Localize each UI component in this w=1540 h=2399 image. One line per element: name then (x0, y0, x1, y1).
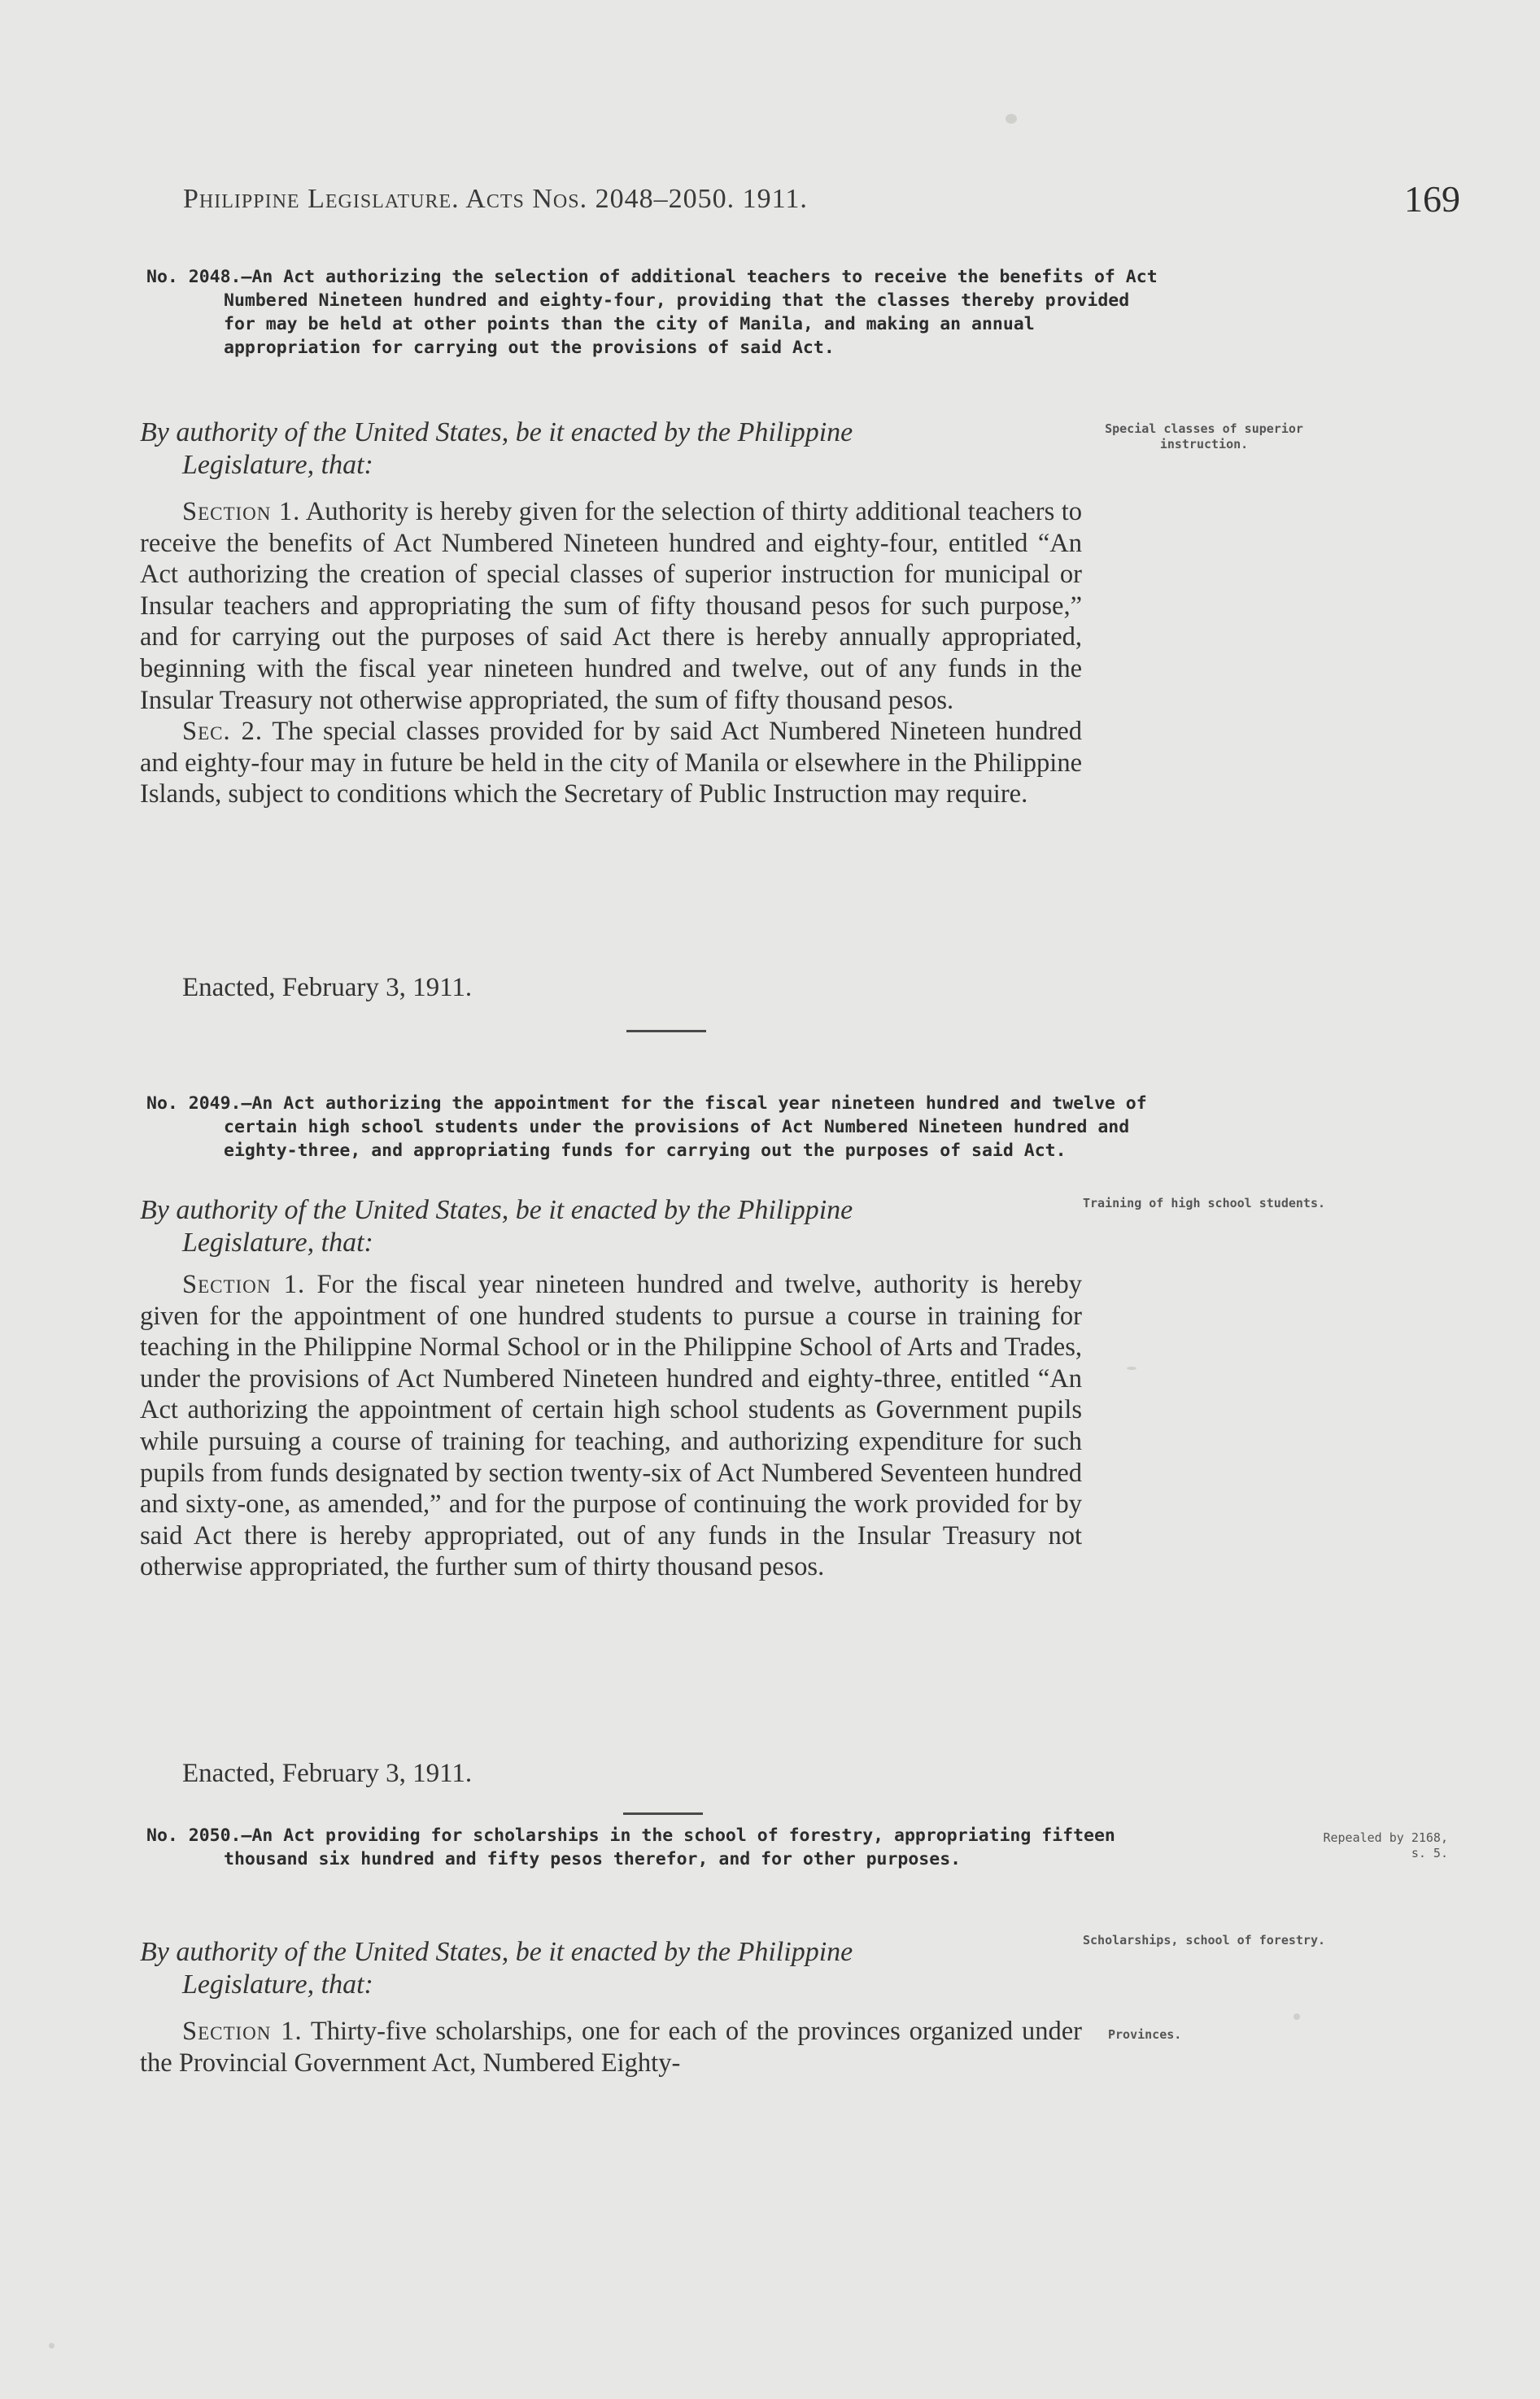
enacting-line: By authority of the United States, be it enacted by the Philippine (140, 1937, 853, 1967)
section-text: Thirty-five scholarships, one for each of the provinces organized under the Provincial Government Act, Numbered Eighty- (140, 2017, 1082, 2078)
page-header (183, 177, 1460, 226)
section-1 (140, 1269, 1082, 1583)
margin-note-provinces: Provinces. (1108, 2027, 1182, 2042)
margin-note-repealed: Repealed by 2168, s. 5. (1323, 1830, 1448, 1860)
scan-smudge (49, 2343, 55, 2349)
section-2 (140, 716, 1082, 810)
page-number: 169 (1404, 178, 1460, 220)
scan-smudge (1006, 114, 1017, 124)
act-number: No. 2049. (146, 1093, 242, 1114)
section-divider (626, 1030, 706, 1032)
section-divider (623, 1812, 703, 1815)
enacting-line-cont: Legislature, that: (182, 1228, 373, 1258)
margin-note-special-classes: Special classes of superior instruction. (1105, 421, 1303, 451)
enacting-line-cont: Legislature, that: (182, 1969, 373, 2000)
section-1 (140, 496, 1082, 716)
act-2050-enacting-clause (140, 1936, 1075, 2001)
scan-smudge (1127, 1367, 1136, 1370)
act-2049-enacted-date: Enacted, February 3, 1911. (182, 1759, 473, 1788)
enacting-line: By authority of the United States, be it enacted by the Philippine (140, 417, 853, 447)
enacting-line-cont: Legislature, that: (182, 450, 373, 480)
section-1 (140, 2016, 1082, 2078)
act-2048-enacted-date: Enacted, February 3, 1911. (182, 973, 473, 1002)
act-title: —An Act providing for scholarships in the school of forestry, appropriating fifteen thousand six hundred and fifty pesos therefor, and for other purposes. (224, 1825, 1115, 1869)
act-2049-body (140, 1269, 1082, 1583)
act-2049-enacting-clause (140, 1194, 1075, 1259)
section-text: Authority is hereby given for the selection of thirty additional teachers to receive the benefits of Act Numbered Nineteen hundred and eighty-four, entitled “An Act authorizing the creation of special classes of superior instruction for municipal or Insular teachers and appropriating the sum of fifty thousand pesos for such purpose,” and for carrying out the purposes of said Act there is hereby annually appropriated, beginning with the fiscal year nineteen hundred and twelve, out of any funds in the Insular Treasury not otherwise appropriated, the sum of fifty thousand pesos. (140, 497, 1082, 715)
act-number: No. 2048. (146, 267, 242, 287)
act-number: No. 2050. (146, 1825, 242, 1846)
scan-smudge (1294, 2013, 1300, 2020)
margin-note-training: Training of high school students. (1082, 1196, 1325, 1210)
section-text: The special classes provided for by said Act Numbered Nineteen hundred and eighty-four may in future be held in the city of Manila or elsewhere in the Philippine Islands, subject to conditions which the Secretary of Public Instruction may require. (140, 717, 1082, 809)
running-head: Philippine Legislature. Acts Nos. 2048–2050. 1911. (183, 184, 808, 214)
section-label: Section 1. (182, 2017, 303, 2046)
act-2050-heading (146, 1824, 1163, 1871)
section-text: For the fiscal year nineteen hundred and twelve, authority is hereby given for the appointment of one hundred students to pursue a course in training for teaching in the Philippine Normal School or in the Philippine School of Arts and Trades, under the provisions of Act Numbered Nineteen hundred and eighty-three, entitled “An Act authorizing the appointment of certain high school students as Government pupils while pursuing a course of training for teaching, and authorizing expenditure for such pupils from funds designated by section twenty-six of Act Numbered Seventeen hundred and sixty-one, as amended,” and for the purpose of continuing the work provided for by said Act there is hereby appropriated, out of any funds in the Insular Treasury not otherwise appropriated, the further sum of thirty thousand pesos. (140, 1270, 1083, 1582)
act-2050-body (140, 2016, 1082, 2078)
act-2048-body (140, 496, 1082, 810)
act-title: —An Act authorizing the appointment for the fiscal year nineteen hundred and twelve of certain high school students under the provisions of Act Numbered Nineteen hundred and eighty-three, and appropriating funds for carrying out the purposes of said Act. (224, 1093, 1147, 1161)
act-title: —An Act authorizing the selection of additional teachers to receive the benefits of Act Numbered Nineteen hundred and eighty-four, providing that the classes thereby provided for may be held at other points than the city of Manila, and making an annual appropriation for carrying out the provisions of said Act. (224, 267, 1158, 358)
margin-note-scholarships: Scholarships, school of forestry. (1082, 1933, 1325, 1948)
section-label: Sec. 2. (182, 717, 263, 747)
section-label: Section 1. (182, 1270, 306, 1299)
section-label: Section 1. (182, 497, 301, 526)
act-2049-heading (146, 1092, 1163, 1162)
act-2048-enacting-clause (140, 417, 1075, 482)
act-2048-heading (146, 265, 1163, 360)
enacting-line: By authority of the United States, be it enacted by the Philippine (140, 1195, 853, 1225)
